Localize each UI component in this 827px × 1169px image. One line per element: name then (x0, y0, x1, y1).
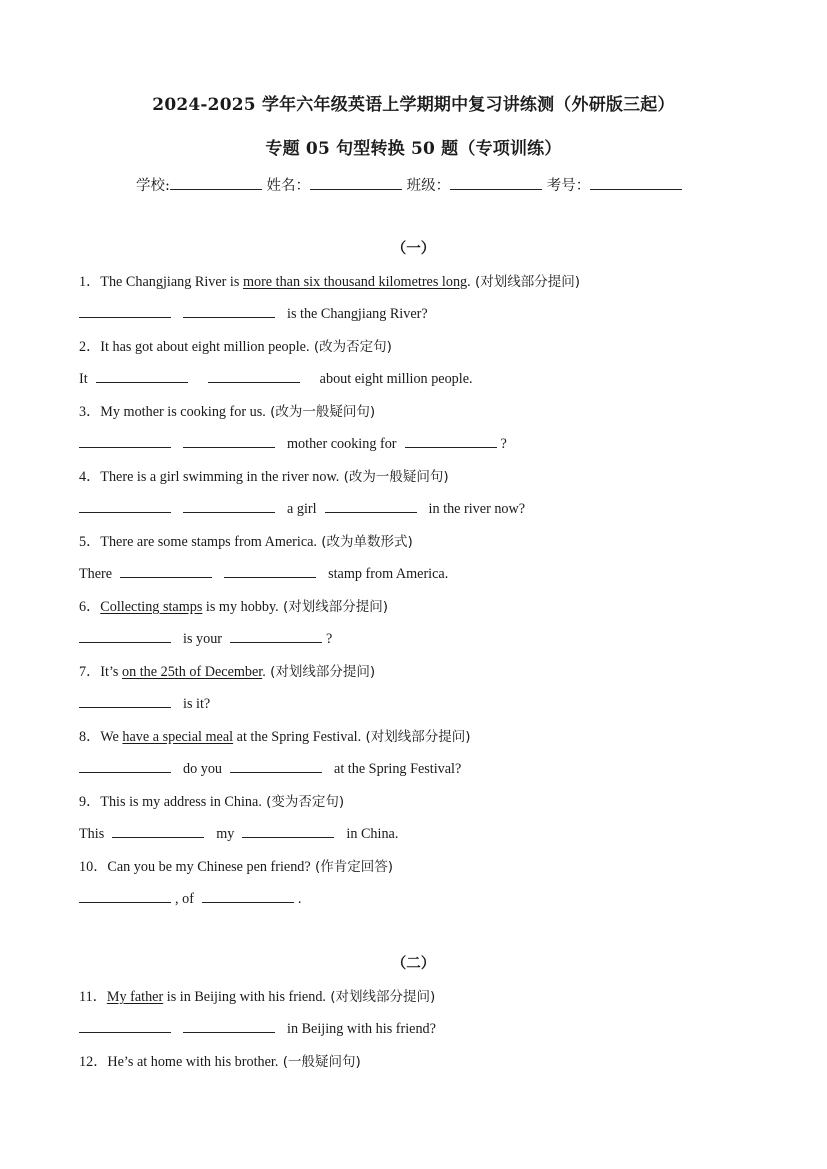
underlined-phrase: on the 25th of December (121, 664, 263, 680)
question-8: 8．We have a special meal at the Spring Festival. (对划线部分提问) (79, 729, 471, 745)
answer-blank[interactable] (230, 758, 322, 773)
answer-blank[interactable] (405, 433, 497, 448)
underlined-phrase: have a special meal (122, 729, 234, 745)
answer-blank[interactable] (325, 498, 417, 513)
answer-line-7: is it? (79, 693, 210, 713)
exam-no-label: 考号： (546, 178, 591, 194)
school-label: 学校: (136, 178, 170, 194)
underlined-phrase: Collecting stamps (100, 599, 203, 615)
answer-blank[interactable] (79, 433, 171, 448)
student-info-row (136, 174, 682, 195)
answer-line-4: a girl in the river now? (79, 498, 525, 518)
section-heading-two: （二） (391, 955, 436, 972)
answer-blank[interactable] (79, 628, 171, 643)
answer-blank[interactable] (183, 303, 275, 318)
question-5: 5．There are some stamps from America. (改为单数形式) (79, 534, 413, 550)
question-1: 1．The Changjiang River is more than six thousand kilometres long. (对划线部分提问) (79, 274, 581, 290)
answer-blank[interactable] (183, 1018, 275, 1033)
question-6: 6．Collecting stamps is my hobby. (对划线部分提问) (79, 599, 389, 615)
answer-blank[interactable] (79, 888, 171, 903)
answer-line-11: in Beijing with his friend? (79, 1018, 436, 1038)
name-field[interactable] (310, 174, 402, 190)
question-11: 11．My father is in Beijing with his friend. (对划线部分提问) (79, 989, 436, 1005)
page-title: 2024-2025 学年六年级英语上学期期中复习讲练测（外研版三起） (152, 95, 675, 115)
answer-blank[interactable] (79, 1018, 171, 1033)
underlined-phrase: more than six thousand kilometres long (242, 274, 468, 290)
answer-blank[interactable] (208, 368, 300, 383)
section-heading-one: （一） (391, 240, 436, 257)
school-field[interactable] (170, 174, 262, 190)
class-label: 班级： (406, 178, 451, 194)
answer-line-9: This my in China. (79, 823, 398, 843)
answer-blank[interactable] (224, 563, 316, 578)
exam-no-field[interactable] (590, 174, 682, 190)
question-12: 12．He’s at home with his brother. (一般疑问句) (79, 1054, 361, 1070)
page-subtitle: 专题 05 句型转换 50 题（专项训练） (265, 139, 562, 159)
question-10: 10．Can you be my Chinese pen friend? (作肯定回答) (79, 859, 394, 875)
question-9: 9．This is my address in China. (变为否定句) (79, 794, 345, 810)
answer-blank[interactable] (96, 368, 188, 383)
answer-blank[interactable] (120, 563, 212, 578)
question-4: 4．There is a girl swimming in the river now. (改为一般疑问句) (79, 469, 449, 485)
answer-line-6: is your ? (79, 628, 332, 648)
answer-blank[interactable] (202, 888, 294, 903)
class-field[interactable] (450, 174, 542, 190)
answer-line-1: is the Changjiang River? (79, 303, 428, 323)
answer-line-2: It about eight million people. (79, 368, 473, 388)
answer-blank[interactable] (242, 823, 334, 838)
underlined-phrase: My father (106, 989, 164, 1005)
question-2: 2．It has got about eight million people. (改为否定句) (79, 339, 392, 355)
answer-blank[interactable] (230, 628, 322, 643)
answer-blank[interactable] (112, 823, 204, 838)
name-label: 姓名： (266, 178, 310, 194)
answer-blank[interactable] (79, 303, 171, 318)
answer-line-8: do you at the Spring Festival? (79, 758, 461, 778)
answer-line-10: , of . (79, 888, 301, 908)
answer-blank[interactable] (79, 758, 171, 773)
answer-blank[interactable] (79, 693, 171, 708)
question-7: 7．It’s on the 25th of December. (对划线部分提问) (79, 664, 376, 680)
answer-blank[interactable] (79, 498, 171, 513)
answer-blank[interactable] (183, 433, 275, 448)
answer-line-3: mother cooking for ? (79, 433, 507, 453)
answer-blank[interactable] (183, 498, 275, 513)
answer-line-5: There stamp from America. (79, 563, 448, 583)
question-3: 3．My mother is cooking for us. (改为一般疑问句) (79, 404, 376, 420)
